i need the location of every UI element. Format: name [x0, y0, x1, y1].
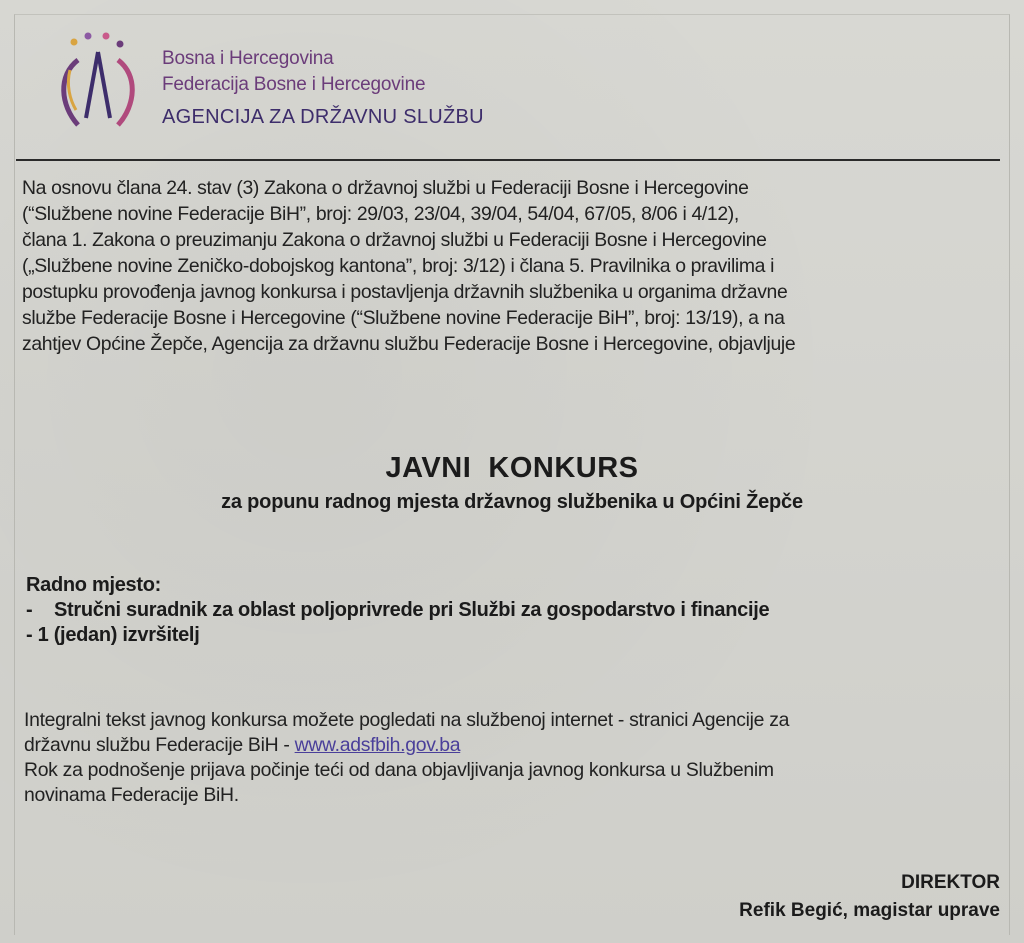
preamble-line: zahtjev Općine Žepče, Agencija za državnu službu Federacije Bosne i Hercegovine, objavljuje: [22, 333, 796, 355]
job-count: - 1 (jedan) izvršitelj: [26, 624, 200, 646]
signatory-name: Refik Begić, magistar uprave: [739, 900, 1000, 921]
agency-title: AGENCIJA ZA DRŽAVNU SLUŽBU: [162, 106, 484, 128]
legal-preamble: [22, 175, 1002, 357]
preamble-line: člana 1. Zakona o preuzimanju Zakona o državnoj službi u Federaciji Bosne i Hercegovine: [22, 229, 767, 251]
info-line: novinama Federacije BiH.: [24, 784, 239, 806]
preamble-line: (“Službene novine Federacije BiH”, broj: 29/03, 23/04, 39/04, 54/04, 67/05, 8/06 i 4/12),: [22, 203, 739, 225]
preamble-line: Na osnovu člana 24. stav (3) Zakona o državnoj službi u Federaciji Bosne i Hercegovine: [22, 177, 749, 199]
bullet: -: [26, 599, 33, 621]
info-line-prefix: državnu službu Federacije BiH -: [24, 734, 295, 756]
preamble-line: postupku provođenja javnog konkursa i postavljenja državnih službenika u organima državne: [22, 281, 788, 303]
signatory-role: DIREKTOR: [901, 872, 1000, 893]
job-position-item: [26, 598, 1006, 623]
header-divider: [16, 159, 1000, 161]
agency-header: [40, 28, 1000, 148]
info-line: Rok za podnošenje prijava počinje teći od dana objavljivanja javnog konkursa u Službenim: [24, 759, 774, 781]
agency-name: [162, 46, 484, 132]
job-position: Stručni suradnik za oblast poljoprivrede pri Službi za gospodarstvo i financije: [54, 599, 770, 621]
info-section: [24, 708, 1004, 808]
preamble-line: službe Federacije Bosne i Hercegovine (“Službene novine Federacije BiH”, broj: 13/19), a na: [22, 307, 785, 329]
preamble-line: („Službene novine Zeničko-dobojskog kantona”, broj: 3/12) i člana 5. Pravilnika o pravilima i: [22, 255, 775, 277]
info-line: [24, 733, 1004, 758]
signature-block: [739, 869, 1000, 925]
announcement-title: JAVNI KONKURS: [385, 452, 639, 484]
job-section: [26, 573, 1006, 648]
agency-logo-icon: [48, 30, 148, 140]
country-name: Bosna i Hercegovina: [162, 48, 334, 69]
info-line: Integralni tekst javnog konkursa možete pogledati na službenoj internet - stranici Agencije za: [24, 709, 790, 731]
federation-name: Federacija Bosne i Hercegovine: [162, 74, 426, 95]
announcement-subtitle: za popunu radnog mjesta državnog službenika u Općini Žepče: [221, 491, 803, 513]
agency-website-link[interactable]: www.adsfbih.gov.ba: [294, 734, 461, 756]
job-heading: Radno mjesto:: [26, 574, 161, 596]
